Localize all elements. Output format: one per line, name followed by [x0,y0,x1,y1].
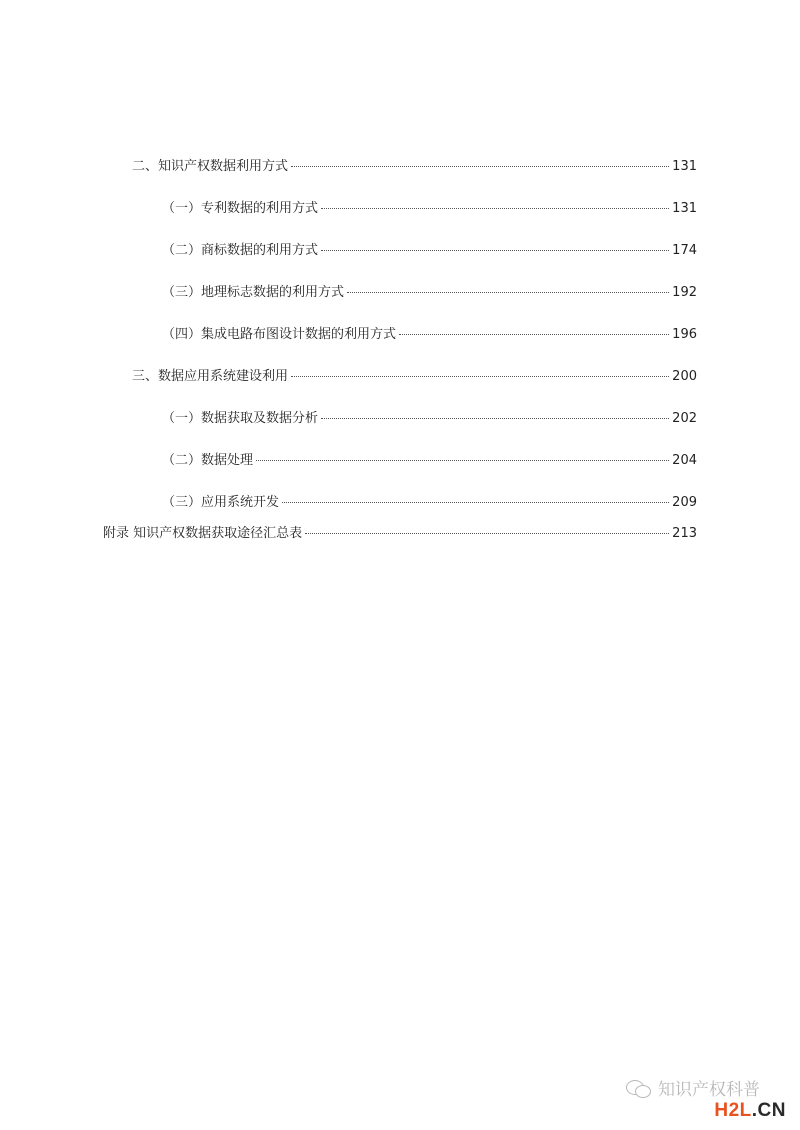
toc-entry[interactable] [132,368,697,386]
toc-entry-page: 202 [672,411,697,426]
toc-entry-title: （二）数据处理 [162,453,254,468]
toc-entry-page: 131 [672,201,697,216]
toc-leader-dots [321,250,669,251]
toc-entry-page: 209 [672,495,697,510]
toc-entry-title: 三、数据应用系统建设利用 [132,369,289,384]
toc-leader-dots [291,166,669,167]
toc-entry-title: （一）专利数据的利用方式 [162,201,319,216]
toc-leader-dots [399,334,669,335]
toc-entry-title: 二、知识产权数据利用方式 [132,159,289,174]
toc-entry[interactable] [162,410,697,428]
toc-leader-dots [347,292,669,293]
toc-entry[interactable] [162,284,697,302]
toc-entry[interactable] [132,158,697,176]
toc-entry-title: （二）商标数据的利用方式 [162,243,319,258]
toc-entry-title: （一）数据获取及数据分析 [162,411,319,426]
toc-leader-dots [305,533,669,534]
site-logo [714,1100,786,1122]
watermark-text: 知识产权科普 [658,1080,760,1100]
toc-entry[interactable] [162,452,697,470]
toc-entry-title: 附录 知识产权数据获取途径汇总表 [103,526,303,541]
toc-entry[interactable] [162,326,697,344]
toc-entry-page: 213 [672,526,697,541]
toc-leader-dots [321,208,669,209]
toc-leader-dots [321,418,669,419]
site-logo-main: H2L [714,1100,752,1121]
toc-entry-title: （三）地理标志数据的利用方式 [162,285,345,300]
toc-entry[interactable] [162,242,697,260]
toc-entry-page: 174 [672,243,697,258]
wechat-icon [626,1078,652,1098]
toc-entry-title: （四）集成电路布图设计数据的利用方式 [162,327,397,342]
toc-leader-dots [282,502,669,503]
toc-entry[interactable] [103,525,697,543]
toc-leader-dots [291,376,669,377]
toc-entry-page: 192 [672,285,697,300]
toc-entry-page: 196 [672,327,697,342]
toc-entry-title: （三）应用系统开发 [162,495,280,510]
toc-entry-page: 200 [672,369,697,384]
site-logo-suffix: .CN [751,1100,786,1121]
toc-entry[interactable] [162,200,697,218]
toc-leader-dots [256,460,669,461]
toc-entry[interactable] [162,494,697,512]
toc-entry-page: 204 [672,453,697,468]
toc-entry-page: 131 [672,159,697,174]
wechat-watermark [626,1075,760,1100]
